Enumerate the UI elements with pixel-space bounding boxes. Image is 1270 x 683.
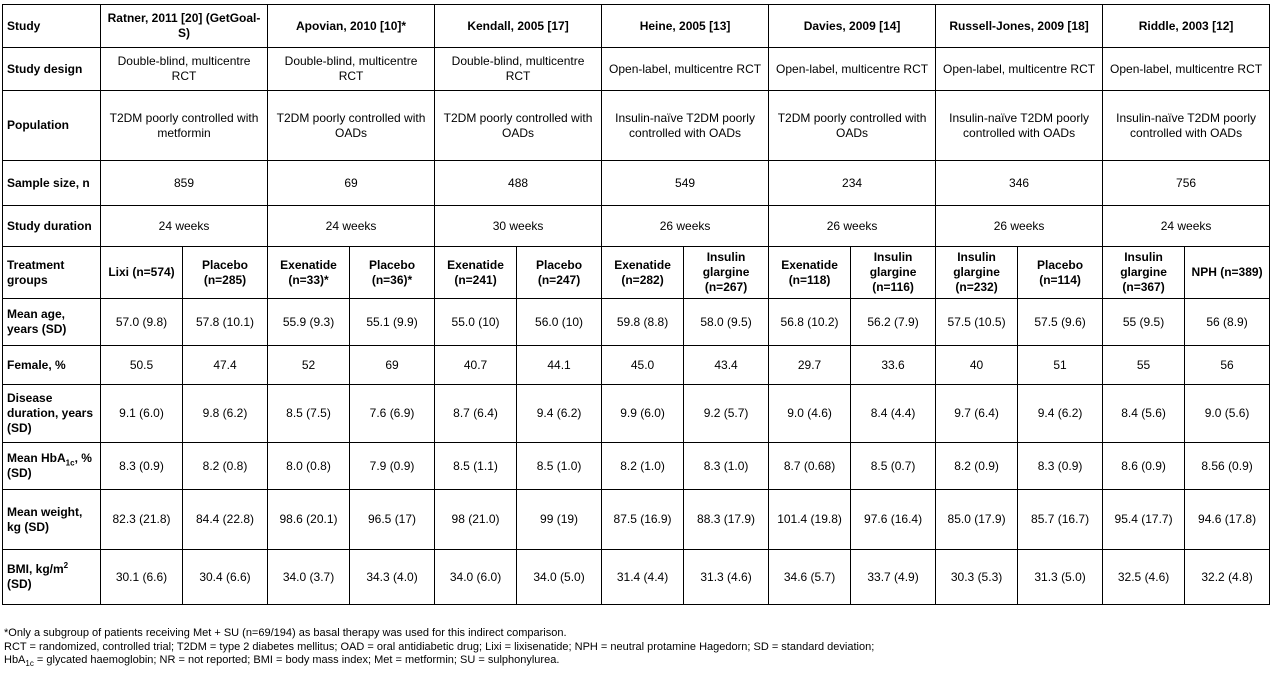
sample-size-row [3, 161, 1270, 206]
table-cell: 56.0 (10) [517, 299, 602, 346]
table-cell: Insulin-naïve T2DM poorly controlled with OADs [936, 91, 1103, 161]
table-cell: 9.4 (6.2) [1018, 385, 1103, 443]
table-cell: 57.5 (10.5) [936, 299, 1018, 346]
table-cell: Lixi (n=574) [101, 247, 183, 299]
table-cell: 29.7 [769, 346, 851, 385]
table-cell: Exenatide (n=118) [769, 247, 851, 299]
table-cell: 55 (9.5) [1103, 299, 1185, 346]
table-cell: 9.8 (6.2) [183, 385, 268, 443]
table-cell: NPH (n=389) [1185, 247, 1270, 299]
study-design-row [3, 48, 1270, 91]
table-cell: 56 (8.9) [1185, 299, 1270, 346]
footnote-text: = glycated haemoglobin; NR = not reported; BMI = body mass index; Met = metformin; SU = sulphonylurea. [33, 654, 560, 666]
table-cell: 24 weeks [101, 206, 268, 247]
table-cell: 50.5 [101, 346, 183, 385]
table-cell: 9.4 (6.2) [517, 385, 602, 443]
table-cell: 8.3 (1.0) [684, 443, 769, 490]
row-label-study-duration: Study duration [3, 206, 101, 247]
table-cell: 24 weeks [1103, 206, 1270, 247]
study-header-apovian: Apovian, 2010 [10]* [268, 5, 435, 48]
table-cell: Double-blind, multicentre RCT [268, 48, 435, 91]
table-cell: 56.2 (7.9) [851, 299, 936, 346]
row-label-population: Population [3, 91, 101, 161]
table-cell: 34.0 (6.0) [435, 550, 517, 605]
footnotes [4, 627, 1164, 668]
treatment-groups-row [3, 247, 1270, 299]
table-cell: T2DM poorly controlled with OADs [268, 91, 435, 161]
row-label-disease-duration: Disease duration, years (SD) [3, 385, 101, 443]
table-cell: Exenatide (n=241) [435, 247, 517, 299]
table-cell: 94.6 (17.8) [1185, 490, 1270, 550]
table-cell: Placebo (n=36)* [350, 247, 435, 299]
table-cell: Double-blind, multicentre RCT [435, 48, 602, 91]
table-cell: Double-blind, multicentre RCT [101, 48, 268, 91]
table-cell: 57.5 (9.6) [1018, 299, 1103, 346]
study-header-kendall: Kendall, 2005 [17] [435, 5, 602, 48]
mean-hba1c-row [3, 443, 1270, 490]
table-cell: 55.9 (9.3) [268, 299, 350, 346]
table-cell: 8.4 (5.6) [1103, 385, 1185, 443]
table-cell: 97.6 (16.4) [851, 490, 936, 550]
table-cell: 34.3 (4.0) [350, 550, 435, 605]
table-cell: 52 [268, 346, 350, 385]
study-header-russell-jones: Russell-Jones, 2009 [18] [936, 5, 1103, 48]
table-cell: 8.56 (0.9) [1185, 443, 1270, 490]
table-cell: 8.6 (0.9) [1103, 443, 1185, 490]
footnote-text: HbA [4, 654, 26, 666]
table-cell: 549 [602, 161, 769, 206]
table-cell: 8.7 (0.68) [769, 443, 851, 490]
table-cell: 51 [1018, 346, 1103, 385]
table-cell: 96.5 (17) [350, 490, 435, 550]
subscript: 1c [65, 458, 75, 468]
table-cell: 43.4 [684, 346, 769, 385]
study-characteristics-table [2, 4, 1270, 605]
disease-duration-row [3, 385, 1270, 443]
table-cell: Open-label, multicentre RCT [602, 48, 769, 91]
table-cell: 9.0 (4.6) [769, 385, 851, 443]
table-cell: 7.6 (6.9) [350, 385, 435, 443]
table-cell: 488 [435, 161, 602, 206]
label-text: , % (SD) [7, 451, 92, 480]
table-cell: 69 [268, 161, 435, 206]
table-cell: 33.6 [851, 346, 936, 385]
table-cell: 26 weeks [936, 206, 1103, 247]
table-cell: 32.5 (4.6) [1103, 550, 1185, 605]
table-cell: 234 [769, 161, 936, 206]
table-cell: 45.0 [602, 346, 684, 385]
table-cell: 8.0 (0.8) [268, 443, 350, 490]
table-cell: 8.2 (1.0) [602, 443, 684, 490]
table-cell: 34.0 (3.7) [268, 550, 350, 605]
table-cell: Insulin glargine (n=367) [1103, 247, 1185, 299]
header-row [3, 5, 1270, 48]
row-label-mean-hba1c [3, 443, 101, 490]
table-cell: 30.1 (6.6) [101, 550, 183, 605]
table-cell: 44.1 [517, 346, 602, 385]
row-label-mean-age: Mean age, years (SD) [3, 299, 101, 346]
superscript: 2 [63, 561, 69, 570]
table-cell: 98.6 (20.1) [268, 490, 350, 550]
table-cell: 87.5 (16.9) [602, 490, 684, 550]
table-cell: 859 [101, 161, 268, 206]
table-cell: 33.7 (4.9) [851, 550, 936, 605]
study-duration-row [3, 206, 1270, 247]
table-cell: 58.0 (9.5) [684, 299, 769, 346]
study-header-riddle: Riddle, 2003 [12] [1103, 5, 1270, 48]
table-cell: T2DM poorly controlled with OADs [435, 91, 602, 161]
table-cell: 88.3 (17.9) [684, 490, 769, 550]
table-cell: 31.4 (4.4) [602, 550, 684, 605]
table-cell: 8.3 (0.9) [1018, 443, 1103, 490]
table-cell: Open-label, multicentre RCT [1103, 48, 1270, 91]
table-cell: 99 (19) [517, 490, 602, 550]
table-cell: 9.2 (5.7) [684, 385, 769, 443]
table-cell: 40.7 [435, 346, 517, 385]
row-label-sample-size: Sample size, n [3, 161, 101, 206]
table-cell: 56 [1185, 346, 1270, 385]
table-cell: 69 [350, 346, 435, 385]
table-cell: Placebo (n=114) [1018, 247, 1103, 299]
table-cell: T2DM poorly controlled with OADs [769, 91, 936, 161]
footnote-abbreviations: RCT = randomized, controlled trial; T2DM = type 2 diabetes mellitus; OAD = oral antidiabetic drug; Lixi = lixisenatide; NPH = neutral protamine Hagedorn; SD = standard deviation; [4, 640, 875, 653]
table-cell: 31.3 (4.6) [684, 550, 769, 605]
table-cell: 32.2 (4.8) [1185, 550, 1270, 605]
table-cell: 9.7 (6.4) [936, 385, 1018, 443]
table-cell: 30 weeks [435, 206, 602, 247]
table-cell: 47.4 [183, 346, 268, 385]
row-label-study-design: Study design [3, 48, 101, 91]
row-label-mean-weight: Mean weight, kg (SD) [3, 490, 101, 550]
table-cell: 8.5 (0.7) [851, 443, 936, 490]
mean-age-row [3, 299, 1270, 346]
table-cell: Insulin glargine (n=267) [684, 247, 769, 299]
table-cell: Open-label, multicentre RCT [769, 48, 936, 91]
table-cell: Insulin glargine (n=232) [936, 247, 1018, 299]
table-cell: 57.8 (10.1) [183, 299, 268, 346]
table-cell: 56.8 (10.2) [769, 299, 851, 346]
table-cell: Placebo (n=247) [517, 247, 602, 299]
subscript: 1c [25, 659, 34, 669]
table-cell: T2DM poorly controlled with metformin [101, 91, 268, 161]
table-cell: 95.4 (17.7) [1103, 490, 1185, 550]
table-cell: 26 weeks [602, 206, 769, 247]
table-cell: 40 [936, 346, 1018, 385]
table-cell: 98 (21.0) [435, 490, 517, 550]
table-cell: 57.0 (9.8) [101, 299, 183, 346]
table-cell: Insulin glargine (n=116) [851, 247, 936, 299]
footnote-subgroup: *Only a subgroup of patients receiving Met + SU (n=69/194) as basal therapy was used for this indirect comparison. [4, 627, 567, 639]
table-cell: 8.3 (0.9) [101, 443, 183, 490]
table-cell: 8.4 (4.4) [851, 385, 936, 443]
female-row [3, 346, 1270, 385]
table-cell: Placebo (n=285) [183, 247, 268, 299]
row-label-female: Female, % [3, 346, 101, 385]
table-cell: 9.0 (5.6) [1185, 385, 1270, 443]
table-cell: 8.7 (6.4) [435, 385, 517, 443]
table-cell: 82.3 (21.8) [101, 490, 183, 550]
study-header-heine: Heine, 2005 [13] [602, 5, 769, 48]
table-cell: 34.0 (5.0) [517, 550, 602, 605]
table-cell: Open-label, multicentre RCT [936, 48, 1103, 91]
row-label-bmi [3, 550, 101, 605]
table-cell: 756 [1103, 161, 1270, 206]
table-cell: 85.0 (17.9) [936, 490, 1018, 550]
bmi-row [3, 550, 1270, 605]
table-cell: 8.5 (1.0) [517, 443, 602, 490]
table-cell: 26 weeks [769, 206, 936, 247]
table-cell: Exenatide (n=282) [602, 247, 684, 299]
table-cell: 9.9 (6.0) [602, 385, 684, 443]
label-text: (SD) [7, 577, 32, 591]
table-cell: 346 [936, 161, 1103, 206]
table-cell: 8.2 (0.9) [936, 443, 1018, 490]
table-cell: 85.7 (16.7) [1018, 490, 1103, 550]
table-cell: 7.9 (0.9) [350, 443, 435, 490]
label-text: BMI, kg/m [7, 562, 64, 576]
table-cell: 55.0 (10) [435, 299, 517, 346]
table-cell: 30.4 (6.6) [183, 550, 268, 605]
table-cell: 55.1 (9.9) [350, 299, 435, 346]
label-text: Mean HbA [7, 451, 66, 465]
table-cell: 24 weeks [268, 206, 435, 247]
row-label-study: Study [3, 5, 101, 48]
row-label-treatment-groups: Treatment groups [3, 247, 101, 299]
table-cell: Exenatide (n=33)* [268, 247, 350, 299]
table-cell: 34.6 (5.7) [769, 550, 851, 605]
table-cell: 8.5 (7.5) [268, 385, 350, 443]
table-cell: 8.5 (1.1) [435, 443, 517, 490]
population-row [3, 91, 1270, 161]
table-cell: 31.3 (5.0) [1018, 550, 1103, 605]
table-cell: 59.8 (8.8) [602, 299, 684, 346]
table-cell: 101.4 (19.8) [769, 490, 851, 550]
table-cell: 9.1 (6.0) [101, 385, 183, 443]
study-header-davies: Davies, 2009 [14] [769, 5, 936, 48]
table-cell: 84.4 (22.8) [183, 490, 268, 550]
table-cell: Insulin-naïve T2DM poorly controlled with OADs [1103, 91, 1270, 161]
footnote-abbreviations-continued [4, 654, 1164, 668]
table-cell: 55 [1103, 346, 1185, 385]
table-cell: 8.2 (0.8) [183, 443, 268, 490]
table-cell: 30.3 (5.3) [936, 550, 1018, 605]
table-cell: Insulin-naïve T2DM poorly controlled with OADs [602, 91, 769, 161]
mean-weight-row [3, 490, 1270, 550]
study-header-ratner: Ratner, 2011 [20] (GetGoal-S) [101, 5, 268, 48]
